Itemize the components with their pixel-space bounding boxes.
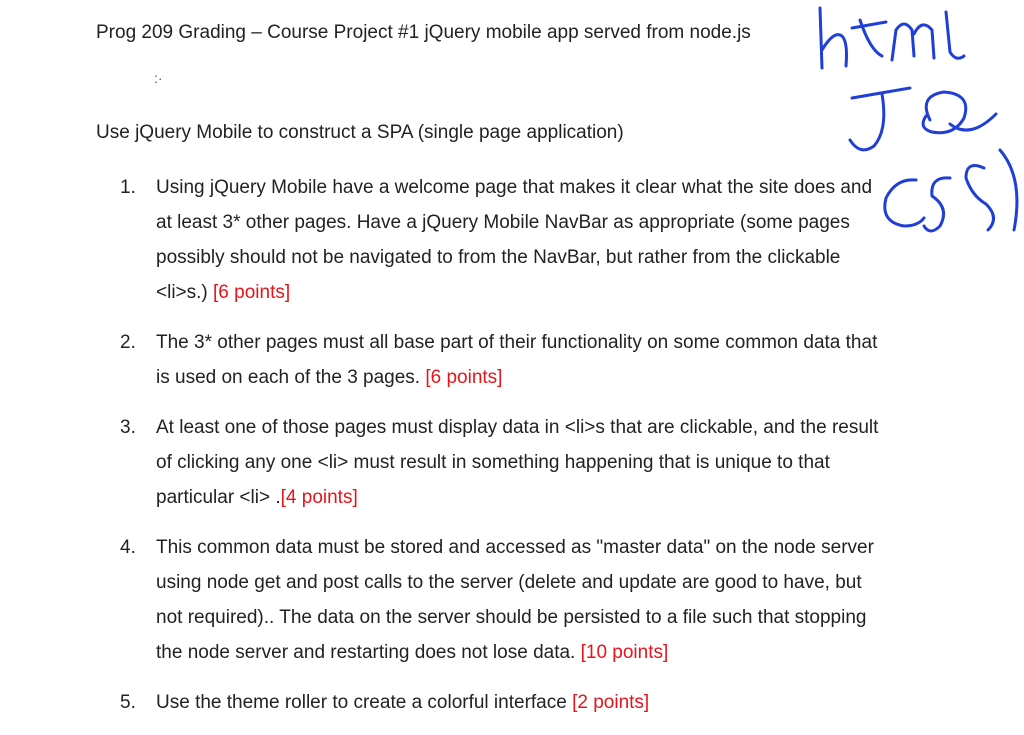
item-body: [156, 170, 890, 310]
item-text: The 3* other pages must all base part of their functionality on some common data that is used on each of the 3 pages.: [156, 332, 878, 388]
item-number: 1.: [120, 177, 136, 198]
list-item: [120, 685, 890, 720]
item-points: [10 points]: [580, 642, 669, 663]
item-points: [6 points]: [425, 367, 503, 388]
handwritten-css: [885, 150, 1017, 231]
item-text: Use the theme roller to create a colorful interface: [156, 692, 573, 713]
item-number: 4.: [120, 537, 136, 558]
item-body: [156, 685, 649, 720]
item-body: [156, 325, 890, 395]
item-body: [156, 410, 890, 515]
item-number: 3.: [120, 417, 136, 438]
requirements-list: [120, 170, 890, 735]
item-body: [156, 530, 890, 670]
item-points: [2 points]: [572, 692, 650, 713]
page-title: Prog 209 Grading – Course Project #1 jQuery mobile app served from node.js: [96, 22, 751, 43]
intro-text: Use jQuery Mobile to construct a SPA (single page application): [96, 122, 624, 143]
stray-marks: :·: [154, 70, 163, 86]
item-text: Using jQuery Mobile have a welcome page that makes it clear what the site does and at least 3* other pages. Have a jQuery Mobile NavBar as appropriate (some pages possibly should not be navigated to from the NavBar, but rather from the clickable <li>s.): [156, 177, 873, 303]
item-text: This common data must be stored and accessed as "master data" on the node server using node get and post calls to the server (delete and update are good to have, but not required).. The data on the server should be persisted to a file such that stopping the node server and restarting does not lose data.: [156, 537, 874, 663]
handwritten-html: [820, 8, 964, 68]
list-item: [120, 170, 890, 310]
list-item: [120, 325, 890, 395]
item-points: [6 points]: [213, 282, 291, 303]
handwritten-annotation: [800, 0, 1024, 250]
item-text: At least one of those pages must display data in <li>s that are clickable, and the result of clicking any one <li> must result in something happening that is unique to that particular <li> .: [156, 417, 879, 508]
handwritten-jq: [850, 88, 996, 150]
item-number: 5.: [120, 692, 136, 713]
list-item: [120, 410, 890, 515]
item-number: 2.: [120, 332, 136, 353]
item-points: [4 points]: [280, 487, 358, 508]
list-item: [120, 530, 890, 670]
